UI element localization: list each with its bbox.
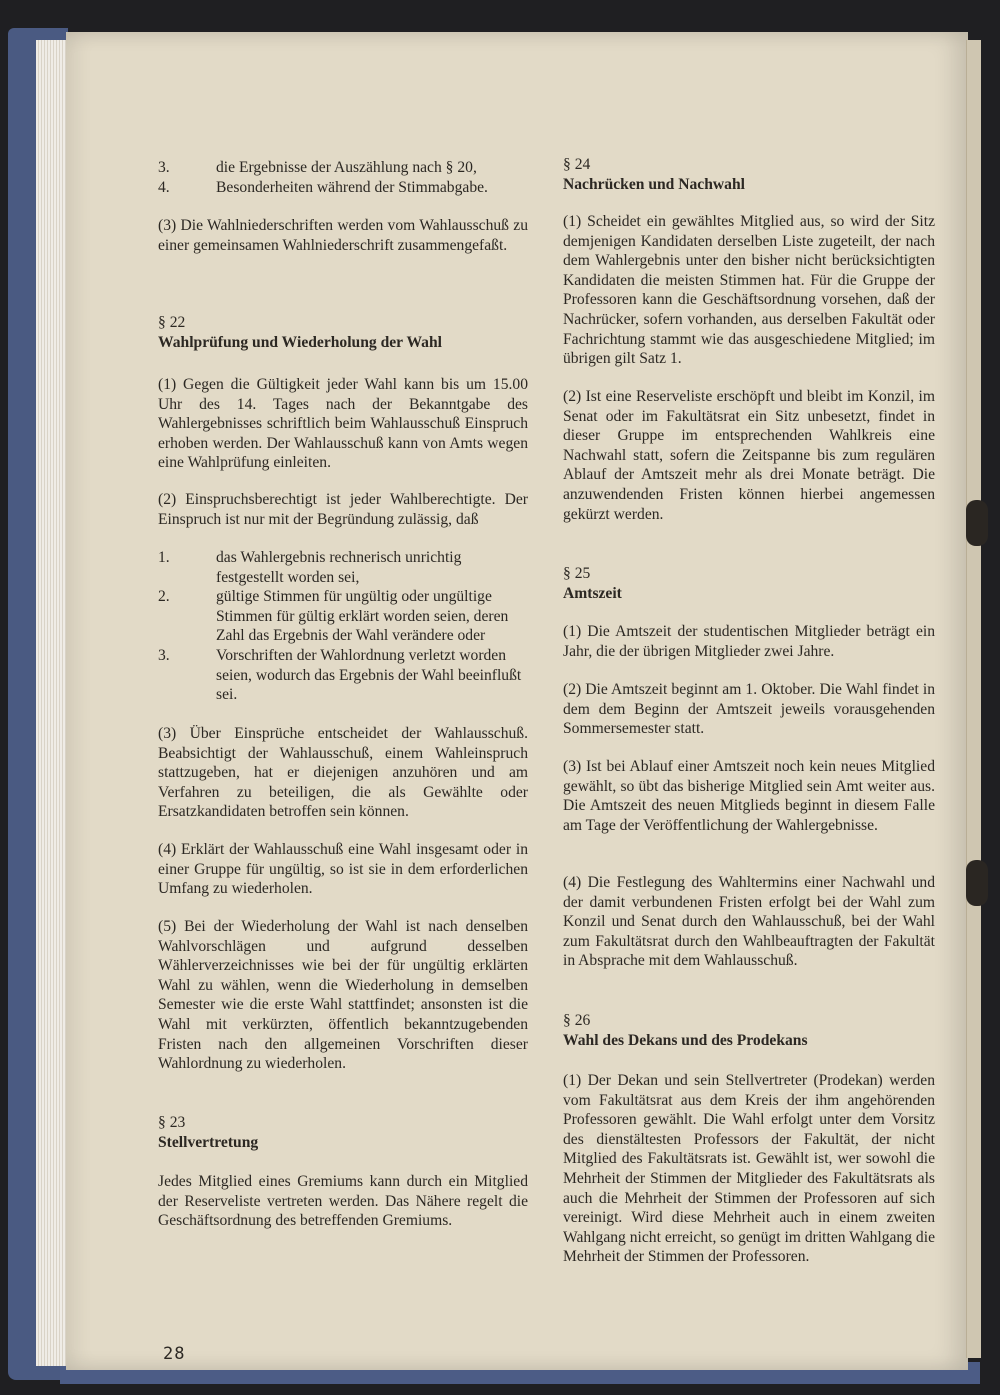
section-25-heading [563,564,935,603]
list-item-number: 4. [158,178,170,196]
paragraph: Jedes Mitglied eines Gremiums kann durch ein Mitglied der Reserveliste vertreten werden. Das Nähere regelt die Geschäftsordnung des betreffenden Gremiums. [158,1173,528,1230]
binding-clip-icon [966,860,988,906]
section-22-heading [158,313,528,352]
list-item-number: 1. [158,549,170,566]
paragraph: (1) Scheidet ein gewähltes Mitglied aus, so wird der Sitz demjenigen Kandidaten derselben Liste zugeteilt, der nach dem Wahlergebnis unter den bisher nicht berücksichtigten Kandidaten die meisten Stimmen hat. Für die Gruppe der Professoren kann die Geschäftsordnung vorsehen, daß der Nachrücker, sofern vorhanden, aus derselben Fakultät oder Fachrichtung stammt wie das ausgeschiedene Mitglied; im übrigen gilt Satz 1. [563,213,935,368]
paragraph: (5) Bei der Wiederholung der Wahl ist nach denselben Wahlvorschlägen und aufgrund desselben Wählerverzeichnisses wie bei der für ungültig erklärten Wahl zu wählen, wenn die Wiederholung in demselben Semester wie die erste Wahl stattfindet; ansonsten ist die Wahl mit verkürzten, öffentlich bekanntzugebenden Fristen nach den allgemeinen Vorschriften dieser Wahlordnung zu wiederholen. [158,918,528,1073]
list-item-number: 3. [158,159,170,176]
list-item-text: die Ergebnisse der Auszählung nach § 20, [216,159,477,176]
binding-clip-icon [966,500,988,546]
paragraph: (2) Ist eine Reserveliste erschöpft und bleibt im Konzil, im Senat oder im Fakultätsrat ein Sitz unbesetzt, findet in dieser Gruppe im entsprechenden Wahlkreis eine Nachwahl statt, sofern die Zeitspanne bis zum regulären Ablauf der Amtszeit mehr als drei Monate beträgt. Die anzuwendenden Fristen können hierbei angemessen gekürzt werden. [563,388,935,523]
section-number: § 25 [563,565,591,582]
section-number: § 24 [563,156,591,173]
list-item-text: das Wahlergebnis rechnerisch unrichtig festgestellt worden sei, [216,549,462,586]
numbered-list [158,548,528,705]
paragraph: (3) Über Einsprüche entscheidet der Wahlausschuß. Beabsichtigt der Wahlausschuß, einem Wahleinspruch stattzugeben, hat er diejenigen anzuhören und am Verfahren zu beteiligen, die als Gewählte oder Ersatzkandidaten betroffen sein können. [158,725,528,821]
section-title: Amtszeit [563,584,622,602]
page-edges [36,40,66,1366]
paragraph: (3) Ist bei Ablauf einer Amtszeit noch kein neues Mitglied gewählt, so übt das bisherige Mitglied sein Amt weiter aus. Die Amtszeit des neuen Mitglieds beginnt in diesem Falle am Tage der Veröffentlichung der Wahlergebnisse. [563,758,935,834]
paragraph: (2) Einspruchsberechtigt ist jeder Wahlberechtigte. Der Einspruch ist nur mit der Begründung zulässig, daß [158,491,528,528]
section-title: Nachrücken und Nachwahl [563,175,745,193]
list-item [158,178,528,198]
paragraph: (4) Die Festlegung des Wahltermins einer Nachwahl und der damit verbundenen Fristen erfolgt bei der Wahl zum Konzil und Senat durch den Wahlausschuß, bei der Wahl zum Fakultätsrat durch den Wahlbeauftragten der Fakultät in Absprache mit dem Wahlausschuß. [563,874,935,970]
list-item [158,646,528,705]
list-item [158,158,528,178]
section-26-heading [563,1011,935,1050]
list-item [158,587,528,646]
section-number: § 22 [158,314,186,331]
section-23-heading [158,1113,528,1152]
next-page-edge [966,40,981,1358]
section-number: § 23 [158,1114,186,1131]
list-item-number: 2. [158,588,170,606]
section-number: § 26 [563,1012,591,1029]
list-continuation [158,158,528,197]
list-item-text: Besonderheiten während der Stimmabgabe. [216,178,488,196]
section-title: Stellvertretung [158,1133,259,1151]
paragraph: (4) Erklärt der Wahlausschuß eine Wahl insgesamt oder in einer Gruppe für ungültig, so ist sie in dem erforderlichen Umfang zu wiederholen. [158,841,528,898]
list-item-text: Vorschriften der Wahlordnung verletzt worden seien, wodurch das Ergebnis der Wahl beeinflußt sei. [216,646,522,704]
page-number: 28 [163,1344,186,1364]
section-title: Wahl des Dekans und des Prodekans [563,1031,808,1049]
paragraph: (1) Gegen die Gültigkeit jeder Wahl kann bis um 15.00 Uhr des 14. Tages nach der Bekanntgabe des Wahlergebnisses schriftlich beim Wahlausschuß Einspruch erhoben werden. Der Wahlausschuß kann von Amts wegen eine Wahlprüfung einleiten. [158,376,528,472]
paragraph: (1) Der Dekan und sein Stellvertreter (Prodekan) werden vom Fakultätsrat aus dem Kreis der ihm angehörenden Professoren gewählt. Die Wahl erfolgt unter dem Vorsitz des dienstältesten Professors der Fakultät, der nicht Mitglied des Fakultätsrats ist. Gewählt ist, wer sowohl die Mehrheit der Stimmen der Mitglieder des Fakultätsrats als auch die Mehrheit der Stimmen der Professoren auf sich vereinigt. Wird diese Mehrheit auch in einem zweiten Wahlgang nicht erreicht, so genügt im dritten Wahlgang die Mehrheit der Stimmen der Professoren. [563,1072,935,1266]
paragraph: (2) Die Amtszeit beginnt am 1. Oktober. Die Wahl findet in dem dem Beginn der Amtszeit jeweils vorausgehenden Sommersemester statt. [563,681,935,738]
section-24-heading [563,155,935,194]
list-item [158,548,528,587]
section-title: Wahlprüfung und Wiederholung der Wahl [158,333,442,351]
paragraph: (3) Die Wahlniederschriften werden vom Wahlausschuß zu einer gemeinsamen Wahlniederschrift zusammengefaßt. [158,217,528,254]
list-item-text: gültige Stimmen für ungültig oder ungültige Stimmen für gültig erklärt worden seien, deren Zahl das Ergebnis der Wahl verändere oder [216,588,509,645]
paragraph: (1) Die Amtszeit der studentischen Mitglieder beträgt ein Jahr, die der übrigen Mitglieder zwei Jahre. [563,623,935,660]
list-item-number: 3. [158,646,170,664]
